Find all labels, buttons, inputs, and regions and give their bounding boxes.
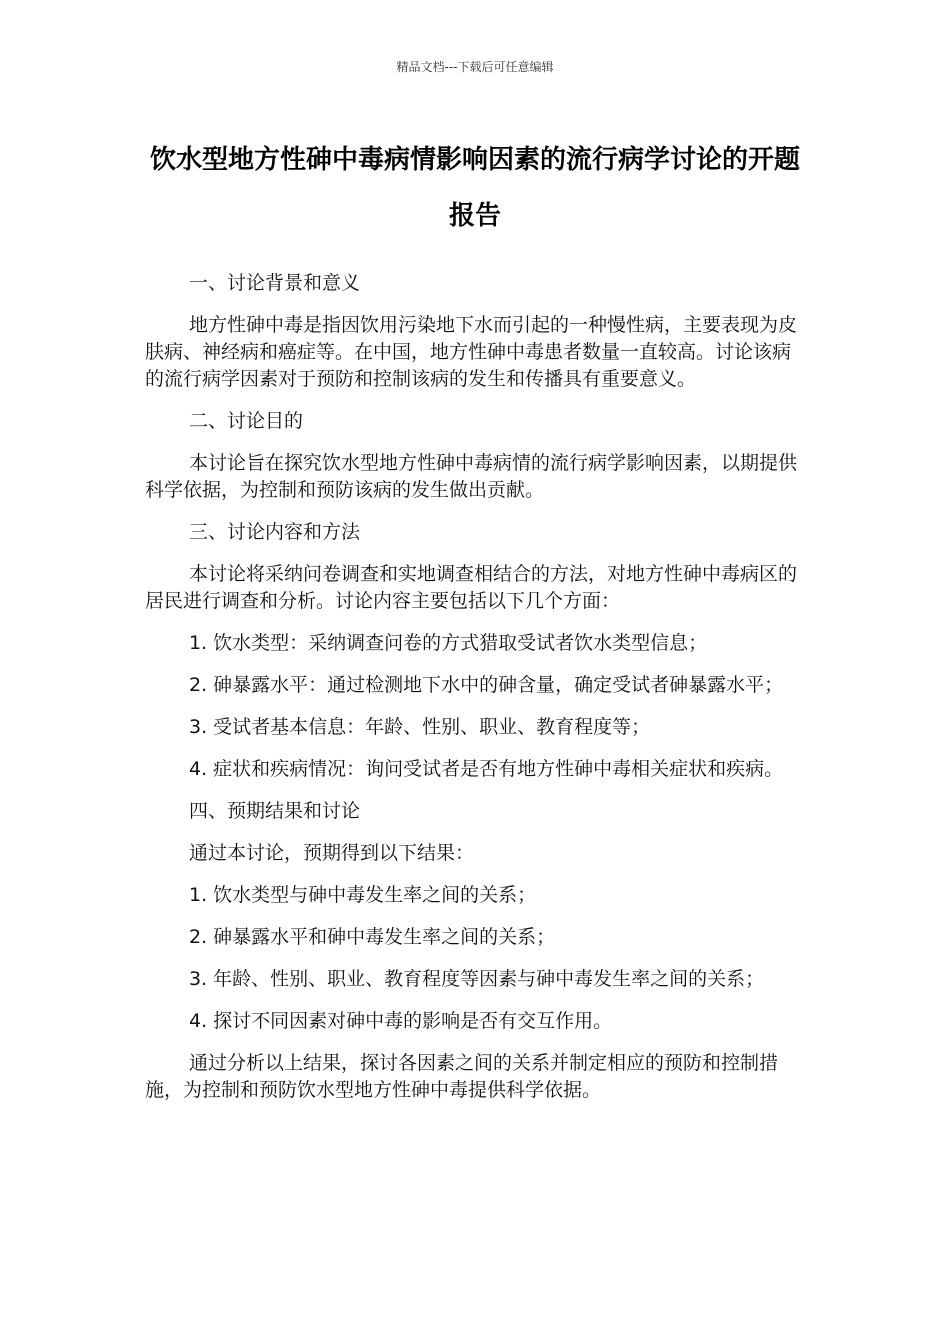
paragraph: 通过本讨论，预期得到以下结果：: [189, 842, 475, 864]
list-item: 3. 年龄、性别、职业、教育程度等因素与砷中毒发生率之间的关系；: [189, 968, 765, 990]
paragraph: 地方性砷中毒是指因饮用污染地下水而引起的一种慢性病，主要表现为皮肤病、神经病和癌症等。在中国，地方性砷中毒患者数量一直较高。讨论该病的流行病学因素对于预防和控制该病的发生和传播具有重要意义。: [145, 314, 798, 390]
list-item: 4. 探讨不同因素对砷中毒的影响是否有交互作用。: [189, 1010, 613, 1032]
list-item: 1. 饮水类型：采纳调查问卷的方式猎取受试者饮水类型信息；: [189, 632, 708, 654]
header-note: 精品文档---下载后可任意编辑: [396, 60, 554, 74]
section-heading: 三、讨论内容和方法: [189, 521, 361, 543]
document-title: 饮水型地方性砷中毒病情影响因素的流行病学讨论的开题报告: [149, 145, 800, 231]
list-item: 3. 受试者基本信息：年龄、性别、职业、教育程度等；: [189, 716, 651, 738]
section-heading: 四、预期结果和讨论: [189, 800, 361, 822]
section-heading: 一、讨论背景和意义: [189, 272, 361, 294]
paragraph: 本讨论将采纳问卷调查和实地调查相结合的方法，对地方性砷中毒病区的居民进行调查和分析。讨论内容主要包括以下几个方面：: [145, 563, 798, 612]
paragraph: 本讨论旨在探究饮水型地方性砷中毒病情的流行病学影响因素，以期提供科学依据，为控制和预防该病的发生做出贡献。: [145, 452, 798, 501]
list-item: 4. 症状和疾病情况：询问受试者是否有地方性砷中毒相关症状和疾病。: [189, 758, 784, 780]
list-item: 2. 砷暴露水平和砷中毒发生率之间的关系；: [189, 926, 556, 948]
document-body: [145, 270, 805, 1104]
section-heading: 二、讨论目的: [189, 410, 304, 432]
paragraph: 通过分析以上结果，探讨各因素之间的关系并制定相应的预防和控制措施，为控制和预防饮水型地方性砷中毒提供科学依据。: [145, 1052, 779, 1101]
list-item: 2. 砷暴露水平：通过检测地下水中的砷含量，确定受试者砷暴露水平；: [189, 674, 784, 696]
list-item: 1. 饮水类型与砷中毒发生率之间的关系；: [189, 884, 537, 906]
